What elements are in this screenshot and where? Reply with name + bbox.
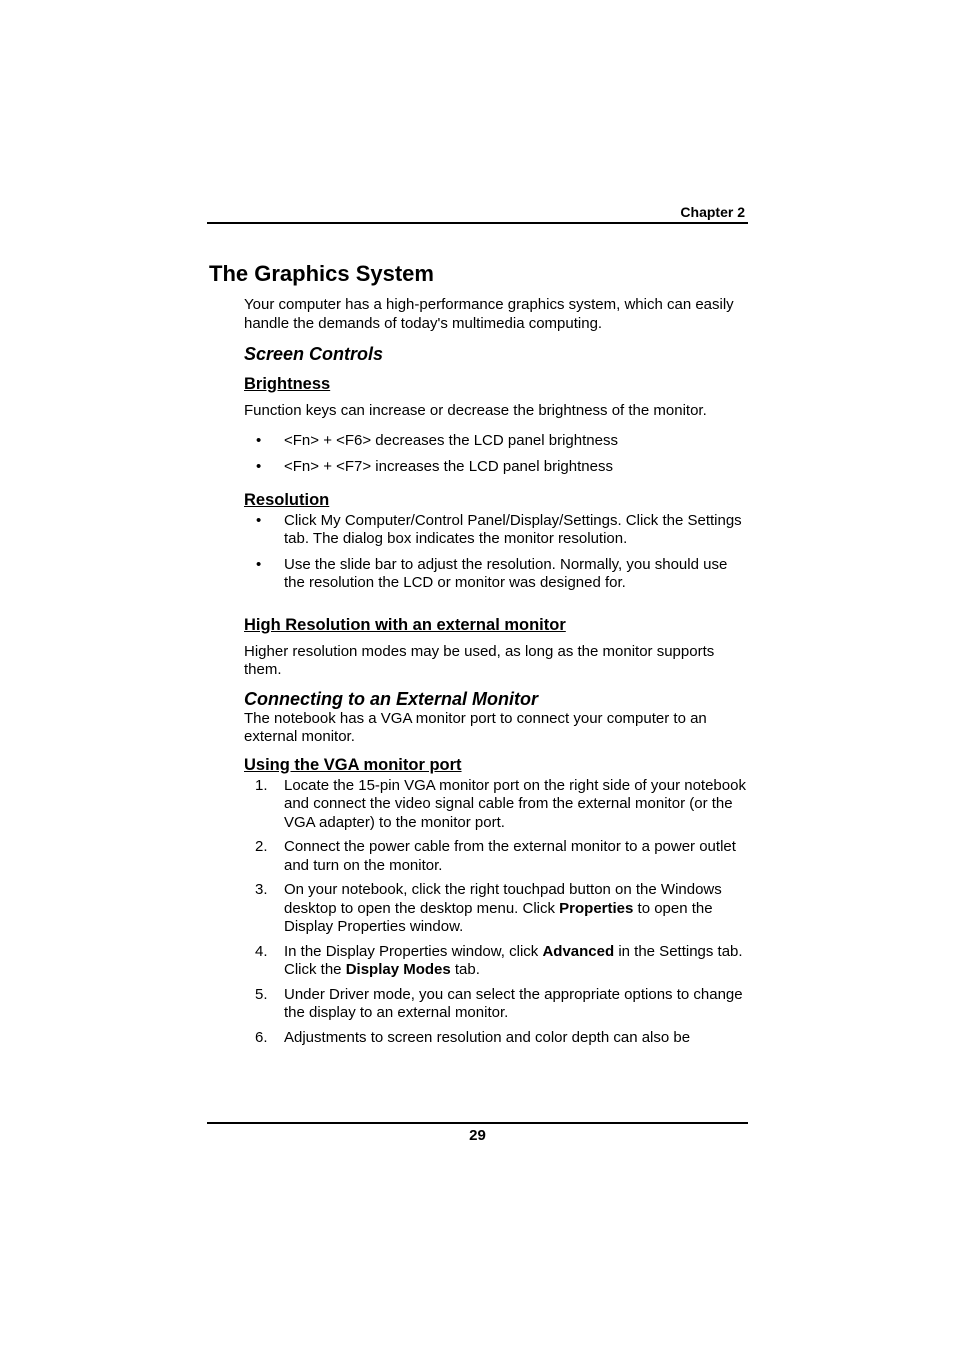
bullet-icon: • <box>256 458 262 475</box>
intro-paragraph: Your computer has a high-performance graphics system, which can easily handle the demands of today's multimedia computing. <box>244 296 734 332</box>
list-item <box>244 986 750 1023</box>
list-item-text: Click My Computer/Control Panel/Display/Settings. Click the Settings tab. The dialog box indicates the monitor resolution. <box>284 511 742 547</box>
footer-rule <box>207 1122 748 1124</box>
step-number: 3. <box>255 881 268 898</box>
step-number: 4. <box>255 942 268 960</box>
high-resolution-text: Higher resolution modes may be used, as long as the monitor supports them. <box>244 642 715 678</box>
bullet-icon: • <box>256 555 262 573</box>
step-text: Adjustments to screen resolution and color depth can also be <box>284 1028 691 1046</box>
list-item <box>244 1029 750 1048</box>
page-body <box>244 296 750 1047</box>
external-monitor-text: The notebook has a VGA monitor port to connect your computer to an external monitor. <box>244 709 707 745</box>
list-item <box>244 458 750 477</box>
screen-controls-heading: Screen Controls <box>244 344 384 364</box>
page-number: 29 <box>469 1127 486 1144</box>
resolution-heading: Resolution <box>244 490 330 509</box>
list-item-text: Use the slide bar to adjust the resolution. Normally, you should use the resolution the LCD or monitor was designed for. <box>284 555 728 591</box>
list-item <box>244 881 750 937</box>
header-rule <box>207 222 748 224</box>
list-item <box>244 556 750 593</box>
step-text: Connect the power cable from the external monitor to a power outlet and turn on the monitor. <box>284 838 736 874</box>
external-monitor-heading: Connecting to an External Monitor <box>244 688 539 709</box>
step-number: 5. <box>255 985 268 1003</box>
step-number: 1. <box>255 776 268 794</box>
list-item <box>244 512 750 549</box>
step-number: 6. <box>255 1028 268 1046</box>
resolution-list <box>244 512 750 593</box>
step-text: On your notebook, click the right touchpad button on the Windows desktop to open the desktop menu. Click Properties to open the Display Properties window. <box>284 881 722 935</box>
brightness-text: Function keys can increase or decrease the brightness of the monitor. <box>244 402 707 419</box>
bullet-icon: • <box>256 431 262 449</box>
step-text: Under Driver mode, you can select the appropriate options to change the display to an external monitor. <box>284 985 743 1021</box>
list-item-text: <Fn> + <F7> increases the LCD panel brightness <box>284 458 613 475</box>
list-item <box>244 432 750 451</box>
page-title: The Graphics System <box>209 261 434 286</box>
list-item <box>244 943 750 980</box>
chapter-label: Chapter 2 <box>680 204 745 220</box>
step-text: Locate the 15-pin VGA monitor port on the right side of your notebook and connect the video signal cable from the external monitor (or the VGA adapter) to the monitor port. <box>284 776 746 831</box>
step-number: 2. <box>255 838 268 855</box>
list-item <box>244 838 750 875</box>
list-item-text: <Fn> + <F6> decreases the LCD panel brightness <box>284 431 618 449</box>
vga-port-heading: Using the VGA monitor port <box>244 755 462 774</box>
brightness-heading: Brightness <box>244 375 331 393</box>
list-item <box>244 777 750 833</box>
brightness-list <box>244 432 750 477</box>
high-resolution-heading: High Resolution with an external monitor <box>244 615 566 634</box>
bullet-icon: • <box>256 511 262 529</box>
vga-steps-list <box>244 777 750 1048</box>
step-text: In the Display Properties window, click Advanced in the Settings tab. Click the Display Modes tab. <box>284 942 743 978</box>
